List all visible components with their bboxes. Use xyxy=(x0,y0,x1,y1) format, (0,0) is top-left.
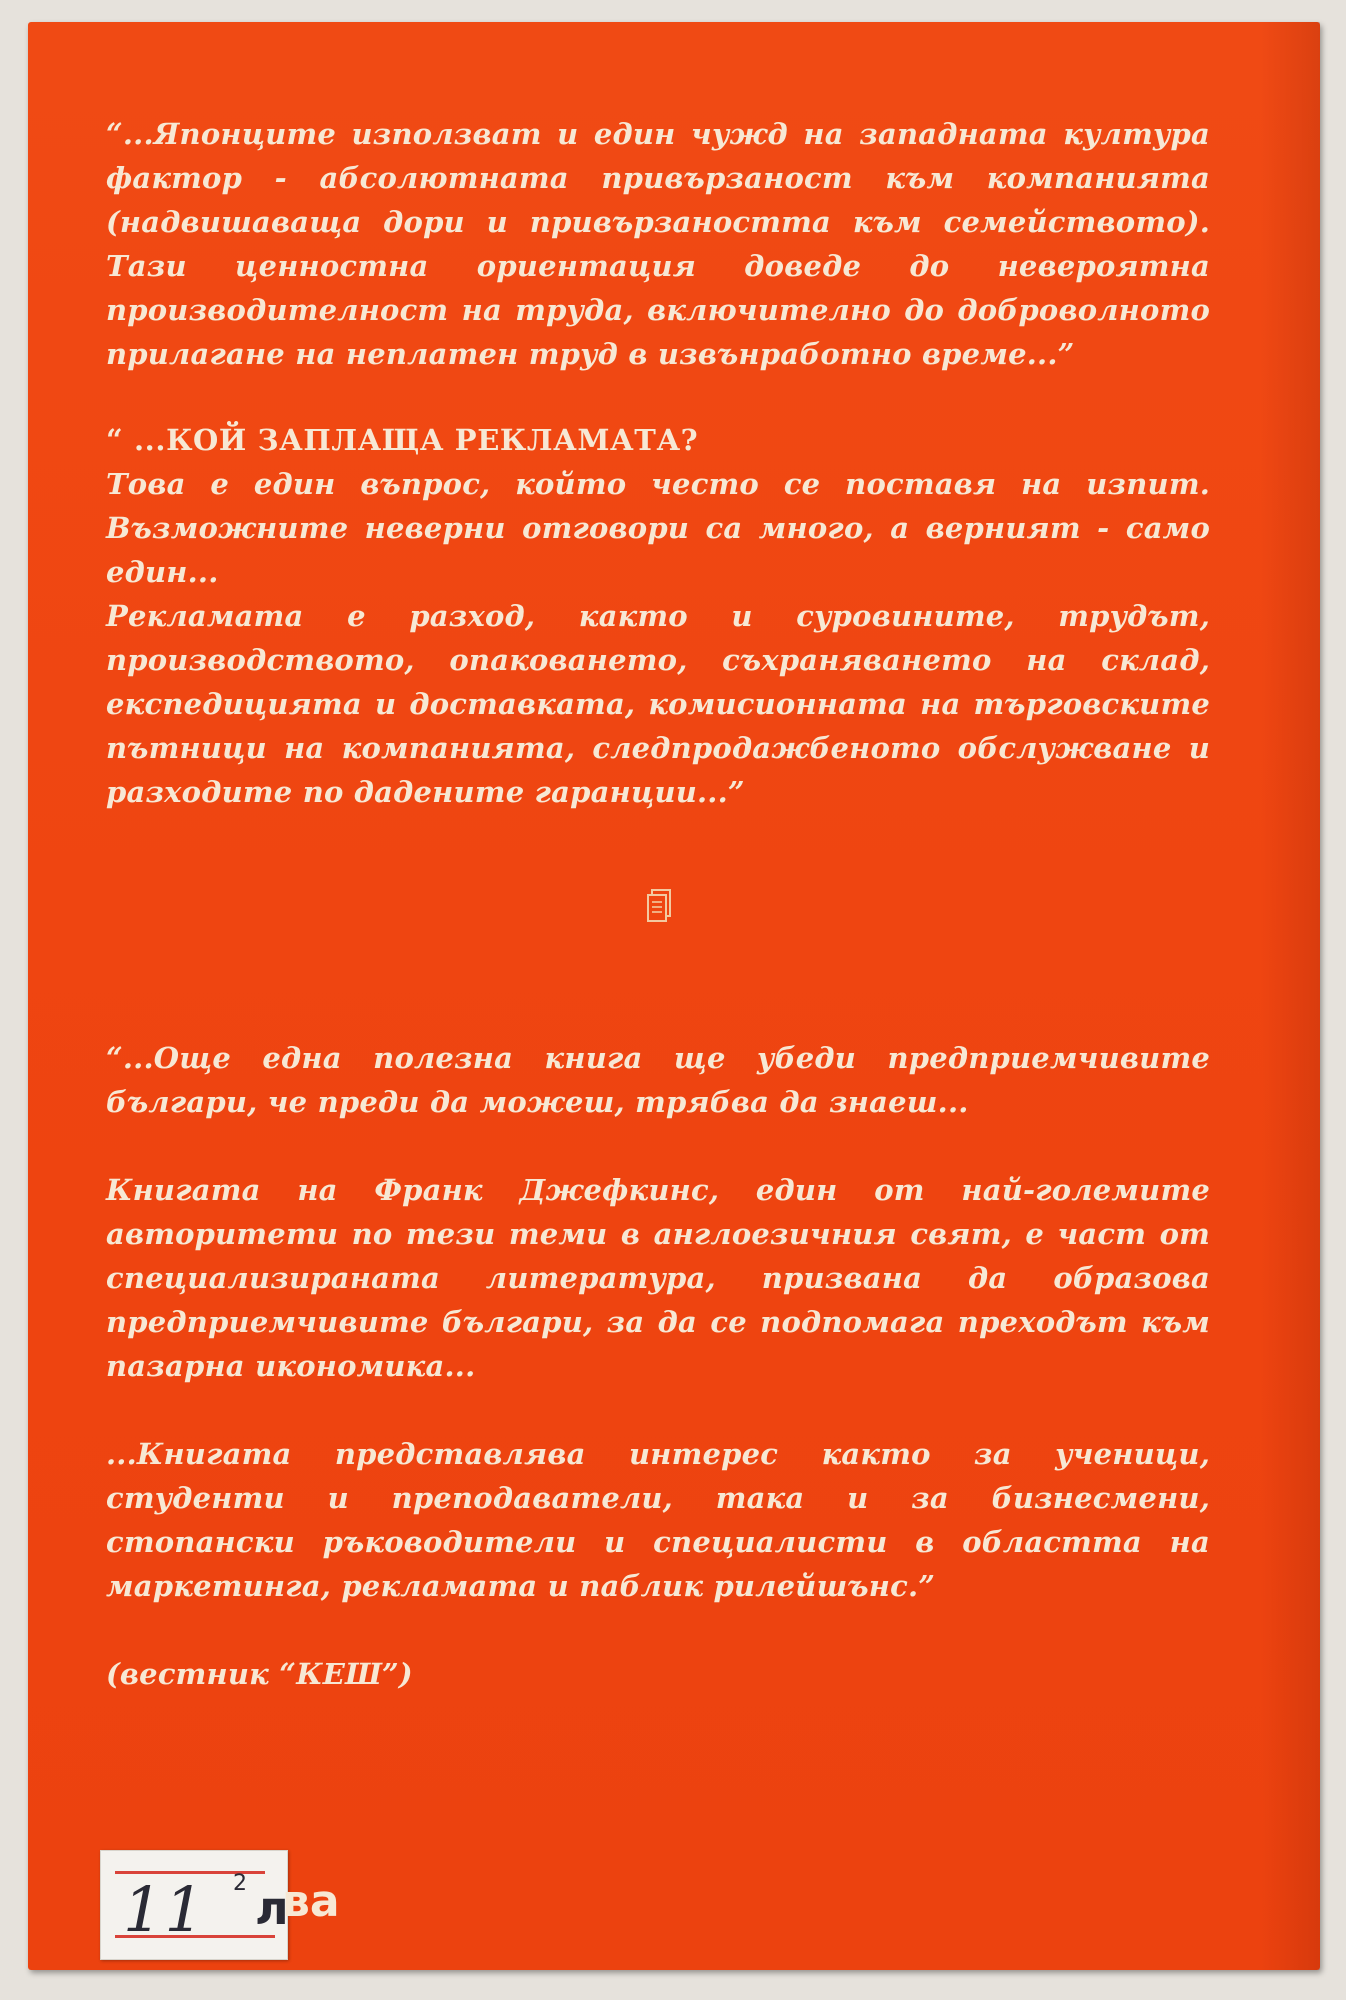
quote-advertising-answer: Рекламата е разход, както и суровините, трудът, производството, опаковането, съхраняването на склад, експедицията и доставката, комисионната на търговските пътници на компанията, следпродажбеното обслужване и разходите по дадените гаранции...” xyxy=(106,599,1210,809)
cover-edge-shade xyxy=(1260,22,1320,1970)
quote-advertising-heading: “ ...КОЙ ЗАПЛАЩА РЕКЛАМАТА? xyxy=(106,423,699,457)
review-intro: “...Още една полезна книга ще убеди предприемчивите българи, че преди да можеш, трябва да знаеш... xyxy=(106,1041,1210,1119)
sticker-superscript: 2 xyxy=(233,1871,247,1896)
sticker-number: 11 xyxy=(123,1873,206,1946)
book-ornament-icon xyxy=(644,886,676,926)
review-source: (вестник “КЕШ”) xyxy=(106,1657,413,1691)
review-spacer-3 xyxy=(106,1608,1210,1652)
review-author: Книгата на Франк Джефкинс, един от най-големите авторитети по тези теми в англоезичния свят, е част от специализираната литература, призвана да образова предприемчивите българи, за да се подпомага преходът към пазарна икономика... xyxy=(106,1173,1210,1383)
quote-japan-block xyxy=(106,112,1210,376)
review-audience: ...Книгата представлява интерес както за ученици, студенти и преподаватели, така и за бизнесмени, стопански ръководители и специалисти в областта на маркетинга, рекламата и паблик рилейшънс.” xyxy=(106,1437,1210,1603)
review-block xyxy=(106,1036,1210,1696)
publisher-logo-fragment: ва xyxy=(282,1876,340,1927)
library-sticker xyxy=(100,1850,288,1960)
sticker-mark: л xyxy=(255,1881,289,1935)
quote-japan-text: “...Японците използват и един чужд на западната култура фактор - абсолютната привързаност към компанията (надвишаваща дори и привързаността към семейството). Тази ценностна ориентация доведе до невероятна производителност на труда, включително до доброволното прилагане на неплатен труд в извънработно време...” xyxy=(106,117,1210,371)
review-spacer-1 xyxy=(106,1124,1210,1168)
review-spacer-2 xyxy=(106,1388,1210,1432)
quote-advertising-question: Това е един въпрос, който често се поставя на изпит. Възможните неверни отговори са много, а верният - само един... xyxy=(106,467,1210,589)
quote-advertising-block xyxy=(106,418,1210,814)
